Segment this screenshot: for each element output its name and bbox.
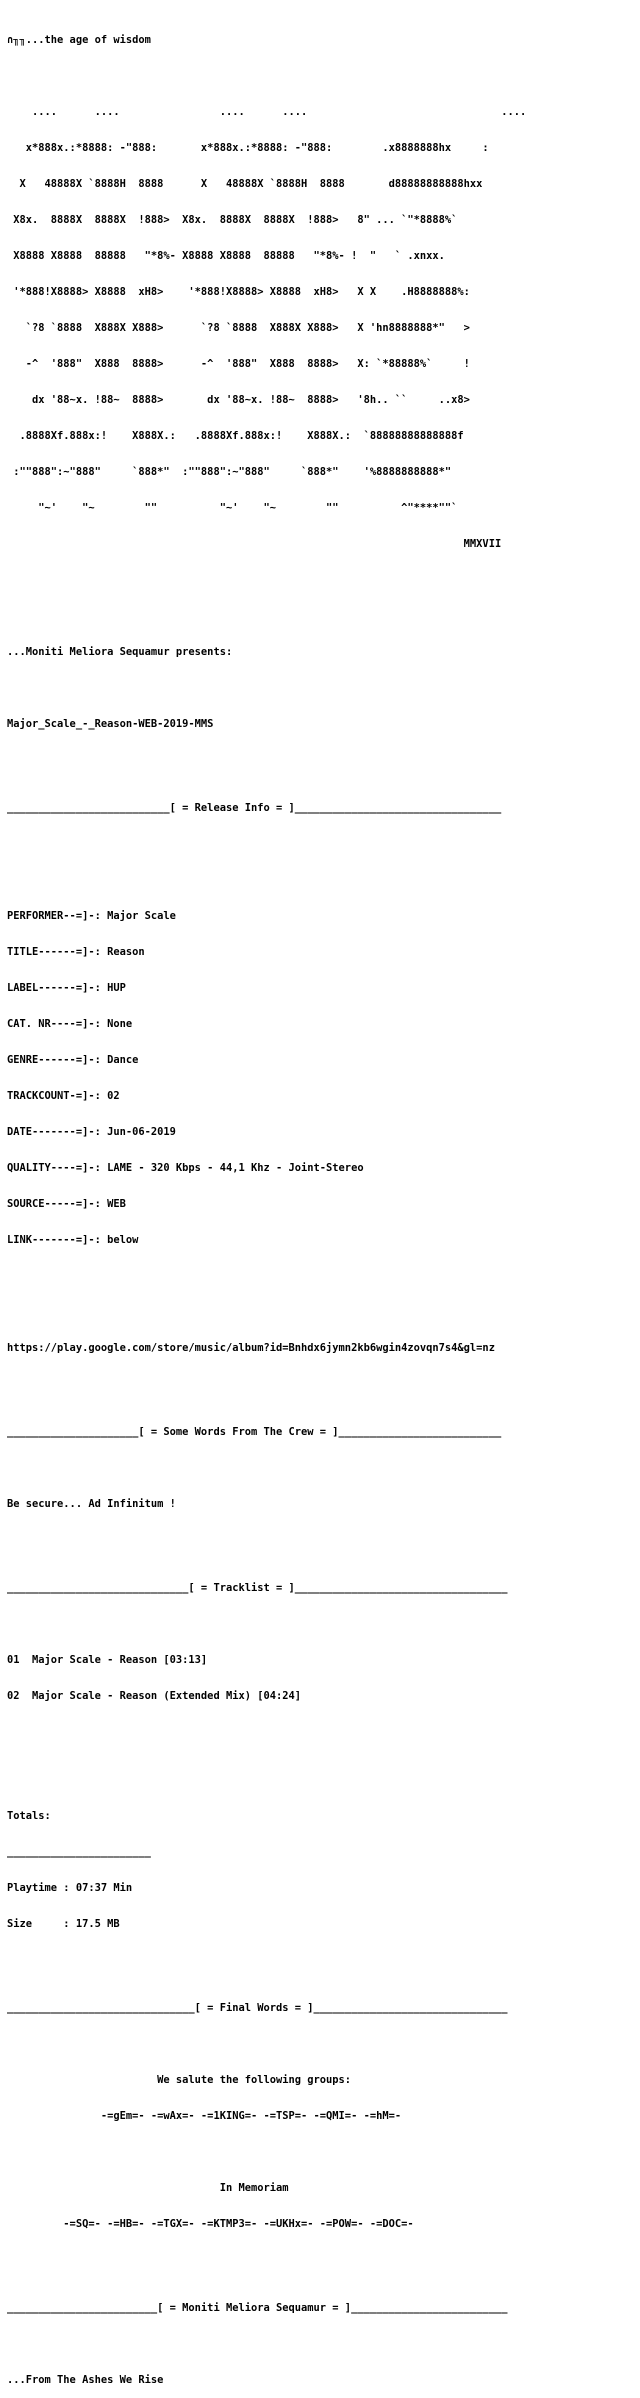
logo-art-line: `?8 `8888 X888X X888> `?8 `8888 X888X X888> X 'hn8888888*" > — [7, 322, 470, 334]
logo-art-line: X 48888X `8888H 8888 X 48888X `8888H 8888 d88888888888hxx — [7, 178, 483, 190]
totals-size: Size : 17.5 MB — [7, 1918, 120, 1930]
greeted-groups: -=gEm=- -=wAx=- -=1KING=- -=TSP=- -=QMI=- -=hM=- — [7, 2110, 402, 2122]
track-item: 01 Major Scale - Reason [03:13] — [7, 1654, 208, 1666]
info-row-date — [7, 1126, 637, 1138]
info-value: Dance — [107, 1054, 139, 1066]
release-info-divider: __________________________[ = Release Info = ]_________________________________ — [7, 802, 502, 814]
totals-label: Totals: — [7, 1810, 51, 1822]
logo-art-line: X8x. 8888X 8888X !888> X8x. 8888X 8888X !888> 8" ... `"*8888%` — [7, 214, 458, 226]
logo-art-line: :""888":~"888" `888*" :""888":~"888" `888*" '%8888888888*" — [7, 466, 452, 478]
info-row-quality — [7, 1162, 637, 1174]
crew-divider: _____________________[ = Some Words From The Crew = ]__________________________ — [7, 1426, 502, 1438]
info-row-trackcount — [7, 1090, 637, 1102]
info-row-genre — [7, 1054, 637, 1066]
blank-line — [7, 1618, 637, 1630]
info-row-source — [7, 1198, 637, 1210]
info-value: Reason — [107, 946, 145, 958]
presents-line: ...Moniti Meliora Sequamur presents: — [7, 646, 233, 658]
blank-line — [7, 2038, 637, 2050]
logo-art-line: X8888 X8888 88888 "*8%- X8888 X8888 88888 "*8%- ! " ` .xnxx. — [7, 250, 445, 262]
tracklist-divider: _____________________________[ = Tracklist = ]__________________________________ — [7, 1582, 508, 1594]
store-link[interactable]: https://play.google.com/store/music/album?id=Bnhdx6jymn2kb6wgin4zovqn7s4&gl=nz — [7, 1342, 495, 1354]
logo-art-line: .... .... .... .... .... — [7, 106, 527, 118]
info-key: LABEL------=]-: — [7, 982, 108, 994]
nfo-document — [7, 10, 637, 2398]
blank-line — [7, 682, 637, 694]
info-key: LINK-------=]-: — [7, 1234, 108, 1246]
info-value: WEB — [107, 1198, 126, 1210]
info-value: HUP — [107, 982, 126, 994]
track-item: 02 Major Scale - Reason (Extended Mix) [04:24] — [7, 1690, 302, 1702]
info-row-label — [7, 982, 637, 994]
footer-tagline: ...From The Ashes We Rise — [7, 2374, 164, 2386]
release-name: Major_Scale_-_Reason-WEB-2019-MMS — [7, 718, 214, 730]
blank-line — [7, 2254, 637, 2266]
info-key: PERFORMER--=]-: — [7, 910, 108, 922]
info-value: Jun-06-2019 — [107, 1126, 176, 1138]
memoriam-groups: -=SQ=- -=HB=- -=TGX=- -=KTMP3=- -=UKHx=- -=POW=- -=DOC=- — [7, 2218, 414, 2230]
info-value: None — [107, 1018, 133, 1030]
salute-heading: We salute the following groups: — [7, 2074, 352, 2086]
crew-text: Be secure... Ad Infinitum ! — [7, 1498, 176, 1510]
info-value: below — [107, 1234, 139, 1246]
blank-line — [7, 610, 637, 622]
info-row-title — [7, 946, 637, 958]
blank-line — [7, 1726, 637, 1738]
info-value: Major Scale — [107, 910, 176, 922]
blank-line — [7, 2338, 637, 2350]
totals-playtime: Playtime : 07:37 Min — [7, 1882, 133, 1894]
blank-line — [7, 1306, 637, 1318]
logo-art-line: '*888!X8888> X8888 xH8> '*888!X8888> X8888 xH8> X X .H8888888%: — [7, 286, 470, 298]
blank-line — [7, 1534, 637, 1546]
blank-line — [7, 754, 637, 766]
blank-line — [7, 1954, 637, 1966]
info-key: CAT. NR----=]-: — [7, 1018, 108, 1030]
logo-art-line: x*888x.:*8888: -"888: x*888x.:*8888: -"888: .x8888888hx : — [7, 142, 489, 154]
logo-art-line: dx '88~x. !88~ 8888> dx '88~x. !88~ 8888> '8h.. `` ..x8> — [7, 394, 470, 406]
ascii-logo — [7, 82, 637, 574]
logo-art-line: .8888Xf.888x:! X888X.: .8888Xf.888x:! X888X.: `88888888888888f — [7, 430, 464, 442]
info-row-performer — [7, 910, 637, 922]
logo-year: MMXVII — [7, 538, 502, 550]
info-key: SOURCE-----=]-: — [7, 1198, 108, 1210]
blank-line — [7, 1378, 637, 1390]
info-key: GENRE------=]-: — [7, 1054, 108, 1066]
logo-art-line: -^ '888" X888 8888> -^ '888" X888 8888> X: `*88888%` ! — [7, 358, 470, 370]
info-row-link — [7, 1234, 637, 1246]
footer-divider: ________________________[ = Moniti Meliora Sequamur = ]_________________________ — [7, 2302, 508, 2314]
info-key: QUALITY----=]-: — [7, 1162, 108, 1174]
blank-line — [7, 1462, 637, 1474]
info-key: TITLE------=]-: — [7, 946, 108, 958]
info-value: LAME - 320 Kbps - 44,1 Khz - Joint-Stereo — [107, 1162, 364, 1174]
memoriam-heading: In Memoriam — [7, 2182, 289, 2194]
blank-line — [7, 2146, 637, 2158]
info-row-cat-nr — [7, 1018, 637, 1030]
final-words-divider: ______________________________[ = Final Words = ]_______________________________ — [7, 2002, 508, 2014]
info-value: 02 — [107, 1090, 120, 1102]
header-line: ∩╖╖...the age of wisdom — [7, 34, 151, 46]
blank-line — [7, 838, 637, 850]
totals-underline: _______________________ — [7, 1846, 151, 1858]
blank-line — [7, 1762, 637, 1774]
info-key: DATE-------=]-: — [7, 1126, 108, 1138]
logo-art-line: "~' "~ "" "~' "~ "" ^"****""` — [7, 502, 458, 514]
info-key: TRACKCOUNT-=]-: — [7, 1090, 108, 1102]
release-info-fields — [7, 886, 637, 1270]
